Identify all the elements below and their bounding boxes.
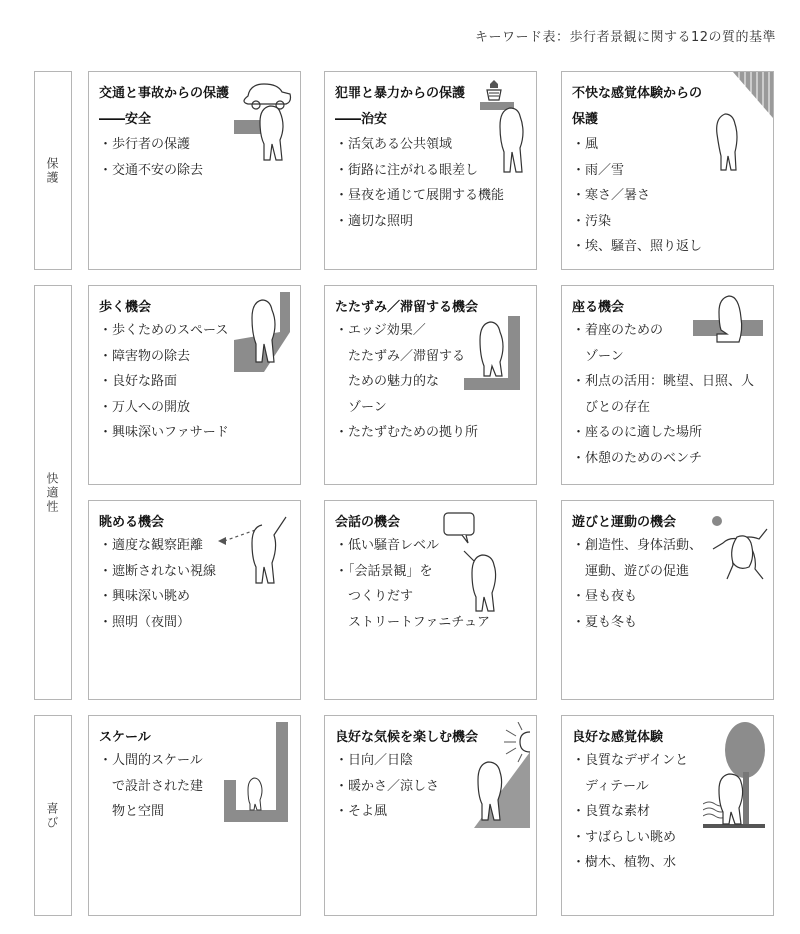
card-title: スケール — [99, 730, 151, 745]
card-item: ・興味深いファサード — [99, 425, 229, 440]
card-item: ・「会話景観」を つくりだす ストリートファニチュア — [335, 563, 490, 630]
speech-bubble-illustration — [442, 511, 508, 615]
card-item: ・良質なデザインと ディテール — [572, 753, 689, 794]
section-comfort — [34, 285, 72, 700]
card-title: 会話の機会 — [335, 515, 401, 530]
tree-and-water-illustration — [703, 722, 765, 832]
card-title: たたずみ／滞留する機会 — [335, 300, 479, 315]
card-item: ・暖かさ／涼しさ — [335, 778, 440, 794]
card-item: ・座るのに適した場所 — [572, 425, 703, 440]
card-item: ・照明（夜間） — [99, 614, 191, 630]
sitting-person-illustration — [693, 294, 763, 356]
card-items — [572, 748, 688, 876]
card-item: ・たたずむための拠り所 — [335, 425, 479, 440]
card-title: 犯罪と暴力からの保護 ――治安 — [335, 86, 466, 127]
section-label-comfort: 快適性 — [45, 471, 59, 514]
card-scale — [88, 715, 301, 916]
sun-and-pedestrian-illustration — [466, 722, 530, 834]
card-items — [572, 132, 702, 260]
card-crime-protection — [324, 71, 537, 270]
card-items — [572, 533, 702, 635]
card-item: ・遮断されない視線 — [99, 563, 217, 579]
card-item: ・寒さ／暑さ — [572, 188, 651, 203]
card-climate — [324, 715, 537, 916]
card-item: ・良好な路面 — [99, 374, 178, 389]
card-item: ・そよ風 — [335, 804, 388, 819]
card-item: ・歩行者の保護 — [99, 137, 191, 152]
card-title: 交通と事故からの保護 ――安全 — [99, 86, 230, 127]
card-item: ・汚染 — [572, 213, 612, 229]
card-title: 座る機会 — [572, 300, 625, 315]
card-items — [99, 318, 229, 446]
card-item: ・昼夜を通じて展開する機能 — [335, 188, 505, 203]
card-item: ・万人への開放 — [99, 399, 191, 415]
figure-caption: キーワード表：歩行者景観に関する12の質的基準 — [474, 30, 776, 45]
section-delight — [34, 715, 72, 916]
human-scale-illustration — [224, 722, 292, 822]
card-item: ・利点の活用：眺望、日照、人 びとの存在 — [572, 374, 755, 415]
card-unpleasant-sensory — [561, 71, 774, 270]
card-title: 不快な感覚体験からの 保護 — [572, 86, 703, 127]
viewing-person-illustration — [216, 513, 292, 585]
card-standing — [324, 285, 537, 485]
card-item: ・活気ある公共領域 — [335, 137, 453, 152]
card-item: ・興味深い眺め — [99, 589, 191, 604]
card-item: ・埃、騒音、照り返し — [572, 239, 703, 254]
section-protection — [34, 71, 72, 270]
card-item: ・障害物の除去 — [99, 348, 191, 364]
ball-play-illustration — [709, 513, 769, 585]
card-item: ・歩くためのスペース — [99, 323, 229, 338]
card-sensory-experience — [561, 715, 774, 916]
card-title: 良好な感覚体験 — [572, 730, 664, 745]
card-items — [335, 318, 478, 446]
lamp-and-pedestrian-illustration — [480, 78, 530, 178]
card-item: ・雨／雪 — [572, 162, 625, 178]
card-item: ・適度な観察距離 — [99, 538, 204, 553]
card-play-exercise — [561, 500, 774, 700]
card-item: ・良質な素材 — [572, 804, 651, 819]
card-title: 歩く機会 — [99, 300, 152, 315]
card-item: ・交通不安の除去 — [99, 162, 204, 178]
card-title: 眺める機会 — [99, 515, 165, 530]
card-item: ・低い騒音レベル — [335, 538, 440, 553]
card-item: ・街路に注がれる眼差し — [335, 162, 479, 178]
card-item: ・適切な照明 — [335, 213, 414, 229]
card-item: ・休憩のためのベンチ — [572, 450, 703, 466]
card-item: ・創造性、身体活動、 運動、遊びの促進 — [572, 538, 703, 579]
card-item: ・日向／日陰 — [335, 753, 414, 768]
card-item: ・着座のための ゾーン — [572, 323, 664, 364]
standing-at-edge-illustration — [464, 316, 526, 392]
card-sitting — [561, 285, 774, 485]
card-items — [335, 748, 439, 825]
card-item: ・夏も冬も — [572, 614, 638, 630]
card-traffic-safety — [88, 71, 301, 270]
section-label-protection: 保護 — [45, 156, 59, 185]
wind-shelter-illustration — [707, 72, 773, 182]
card-item: ・エッジ効果／ たたずみ／滞留する ための魅力的な ゾーン — [335, 323, 466, 415]
card-item: ・風 — [572, 137, 599, 152]
card-items — [99, 748, 203, 825]
card-items — [335, 132, 504, 234]
walking-pedestrian-illustration — [234, 292, 290, 374]
card-item: ・すばらしい眺め — [572, 829, 677, 845]
card-title: 遊びと運動の機会 — [572, 515, 677, 530]
card-conversation — [324, 500, 537, 700]
card-item: ・昼も夜も — [572, 589, 638, 604]
card-walking — [88, 285, 301, 485]
card-items — [99, 132, 203, 183]
card-title: 良好な気候を楽しむ機会 — [335, 730, 479, 745]
card-viewing — [88, 500, 301, 700]
car-and-pedestrian-illustration — [234, 78, 294, 168]
card-item: ・人間的スケール で設計された建 物と空間 — [99, 753, 204, 819]
card-item: ・樹木、植物、水 — [572, 855, 677, 870]
card-items — [99, 533, 216, 635]
section-label-delight: 喜び — [45, 801, 59, 830]
